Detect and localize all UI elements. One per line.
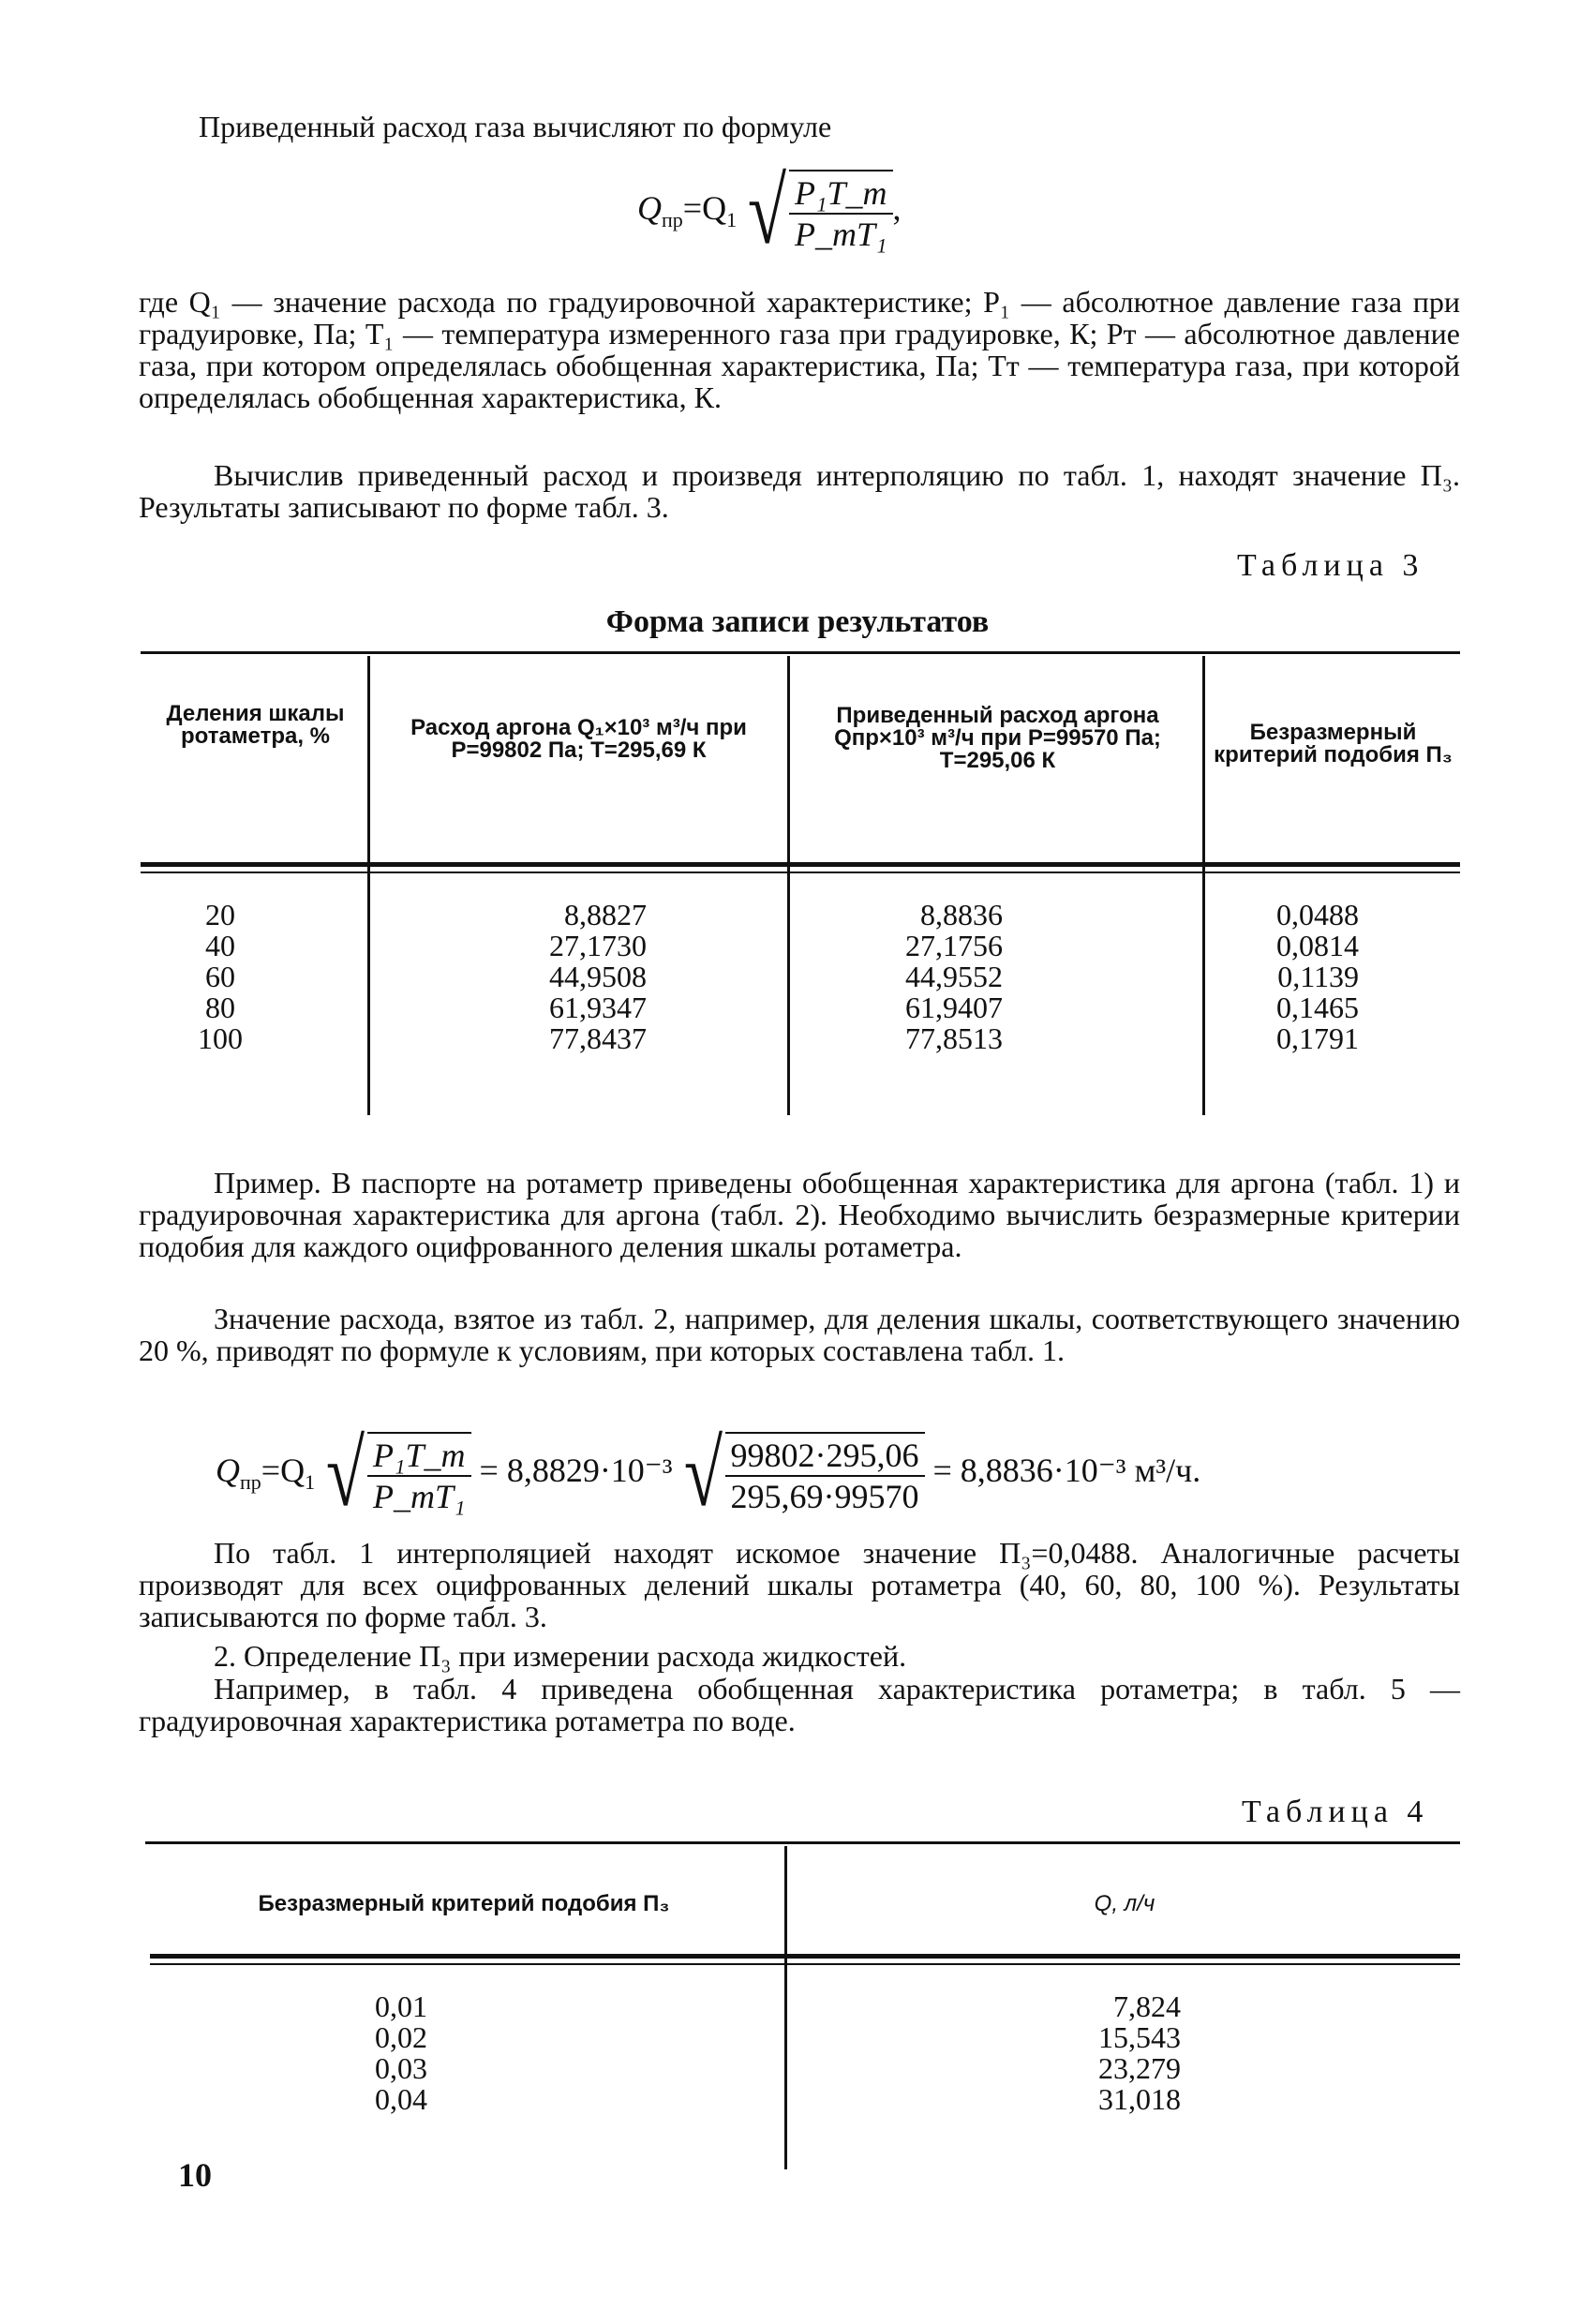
table-cell: 0,02 [375, 2020, 427, 2054]
formula2-result: = 8,8836·10⁻³ м³/ч. [932, 1451, 1201, 1489]
formula2-den2: 295,69·99570 [730, 1477, 919, 1515]
paragraph-interp: По табл. 1 интерполяцией находят искомое значение П₃=0,0488. Аналогичные расчеты производят для всех оцифрованных делений шкалы ротаметра (40, 60, 80, 100 %). Результаты записываются по форме табл. 3. [139, 1536, 1460, 1633]
table-cell: 0,1791 [1276, 1021, 1359, 1055]
table4-divider [784, 1846, 787, 2169]
formula1-numerator: P₁T_т [789, 173, 893, 215]
table-cell: 0,0814 [1276, 929, 1359, 962]
table3-col-divisions [141, 900, 300, 1054]
table-cell: 77,8513 [905, 1021, 1003, 1055]
table3-divider-3 [1202, 656, 1205, 1115]
table-cell: 61,9407 [905, 991, 1003, 1024]
table3-title: Форма записи результатов [605, 604, 990, 639]
table4-caption: Таблица 4 [1242, 1795, 1429, 1829]
table4-header-criterion: Безразмерный критерий подобия П₃ [258, 1891, 670, 1916]
formula1-lhs-sub: пр [662, 207, 683, 231]
table-cell: 44,9552 [905, 960, 1003, 993]
paragraph-calc: Вычислив приведенный расход и произведя интерполяцию по табл. 1, находят значение П₃. Результаты записывают по форме табл. 3. [139, 458, 1460, 524]
table-cell: 0,04 [375, 2082, 427, 2116]
paragraph-example: Пример. В паспорте на ротаметр приведены обобщенная характеристика для аргона (табл. 1) и градуировочная характеристика для аргона (табл. 2). Необходимо вычислить безразмерные критерии подобия для каждого оцифрованного деления шкалы ротаметра. [139, 1166, 1460, 1263]
paragraph-section2: 2. Определение П₃ при измерении расхода жидкостей. [214, 1639, 907, 1673]
table3-col-criterion [1218, 900, 1359, 1054]
formula2-eq1-sub: 1 [305, 1469, 316, 1494]
table4-header-rule-2 [150, 1963, 1460, 1965]
formula2-fraction-1 [367, 1436, 471, 1516]
table-cell: 0,0488 [1276, 898, 1359, 931]
formula1-tail: , [892, 188, 902, 227]
table-cell: 15,543 [1098, 2020, 1181, 2054]
paragraph-where: где Q₁ — значение расхода по градуировочной характеристике; P₁ — абсолютное давление газа при градуировке, Па; T₁ — температура измеренного газа при градуировке, К; Pт — абсолютное давление газа, при котором определялась обобщенная характеристика, Па; Tт — температура газа, при которой определялась обобщенная характеристика, К. [139, 285, 1460, 414]
formula1-equals: =Q [682, 188, 727, 227]
table-cell: 100 [198, 1021, 243, 1055]
table3-caption: Таблица 3 [1237, 548, 1424, 583]
formula-example [216, 1420, 1200, 1527]
table3-header-rule-2 [141, 872, 1460, 873]
sqrt-sign-icon: √ [747, 159, 787, 263]
sqrt-sign-icon: √ [683, 1422, 723, 1526]
formula2-eq1: =Q [261, 1451, 306, 1489]
table-cell: 7,824 [1113, 1989, 1181, 2023]
table-cell: 0,1465 [1276, 991, 1359, 1024]
table3-header-divisions: Деления шкалы ротаметра, % [166, 701, 345, 749]
sqrt-sign-icon: √ [325, 1422, 365, 1526]
formula1-lhs: Q [637, 188, 662, 227]
table-cell: 40 [205, 929, 235, 962]
formula2-mid: = 8,8829·10⁻³ [479, 1451, 673, 1489]
table3-header-criterion: Безразмерный критерий подобия П₃ [1214, 720, 1453, 767]
intro-text: Приведенный расход газа вычисляют по формуле [199, 110, 832, 143]
table4-col-q [1040, 1991, 1181, 2115]
table4-header-rule [150, 1954, 1460, 1959]
paragraph-value: Значение расхода, взятое из табл. 2, например, для деления шкалы, соответствующего значению 20 %, приводят по формуле к условиям, при которых составлена табл. 1. [139, 1302, 1460, 1367]
table-cell: 8,8836 [920, 898, 1003, 931]
table-cell: 61,9347 [549, 991, 647, 1024]
table-cell: 27,1756 [905, 929, 1003, 962]
table3-divider-1 [367, 656, 370, 1115]
formula2-lhs: Q [216, 1451, 240, 1489]
table4-header-q: Q, л/ч [1094, 1891, 1155, 1916]
formula2-den1: P_тT₁ [372, 1477, 466, 1515]
page-number: 10 [178, 2156, 212, 2194]
formula-reduced-flow [637, 157, 902, 265]
formula1-denominator: P_тT₁ [794, 215, 887, 253]
table-cell: 0,1139 [1277, 960, 1359, 993]
table-cell: 20 [205, 898, 235, 931]
formula1-q-sub: 1 [726, 207, 738, 231]
table-cell: 8,8827 [564, 898, 647, 931]
formula1-fraction [789, 173, 893, 254]
table-cell: 44,9508 [549, 960, 647, 993]
table4-top-rule [145, 1841, 1460, 1844]
table-cell: 27,1730 [549, 929, 647, 962]
table3-col-reduced [825, 900, 1003, 1054]
table4-col-criterion [375, 1991, 487, 2115]
paragraph-table4-intro: Например, в табл. 4 приведена обобщенная характеристика ротаметра; в табл. 5 — градуировочная характеристика ротаметра по воде. [139, 1672, 1460, 1737]
table3-header-reduced: Приведенный расход аргона Qпр×10³ м³/ч при P=99570 Па; T=295,06 К [834, 703, 1161, 773]
table-cell: 0,03 [375, 2051, 427, 2085]
table-cell: 80 [205, 991, 235, 1024]
formula2-num1: P₁T_т [367, 1436, 471, 1477]
table3-col-flow [459, 900, 647, 1054]
table-cell: 60 [205, 960, 235, 993]
table-cell: 77,8437 [549, 1021, 647, 1055]
formula2-num2: 99802·295,06 [725, 1436, 925, 1477]
formula2-fraction-2 [725, 1436, 925, 1516]
table3-top-rule [141, 651, 1460, 654]
table3-header-rule [141, 862, 1460, 867]
table3-divider-2 [787, 656, 790, 1115]
table-cell: 23,279 [1098, 2051, 1181, 2085]
table-cell: 0,01 [375, 1989, 427, 2023]
table3-header-flow: Расход аргона Q₁×10³ м³/ч при P=99802 Па; T=295,69 К [410, 715, 747, 763]
formula2-lhs-sub: пр [240, 1469, 261, 1494]
table-cell: 31,018 [1098, 2082, 1181, 2116]
